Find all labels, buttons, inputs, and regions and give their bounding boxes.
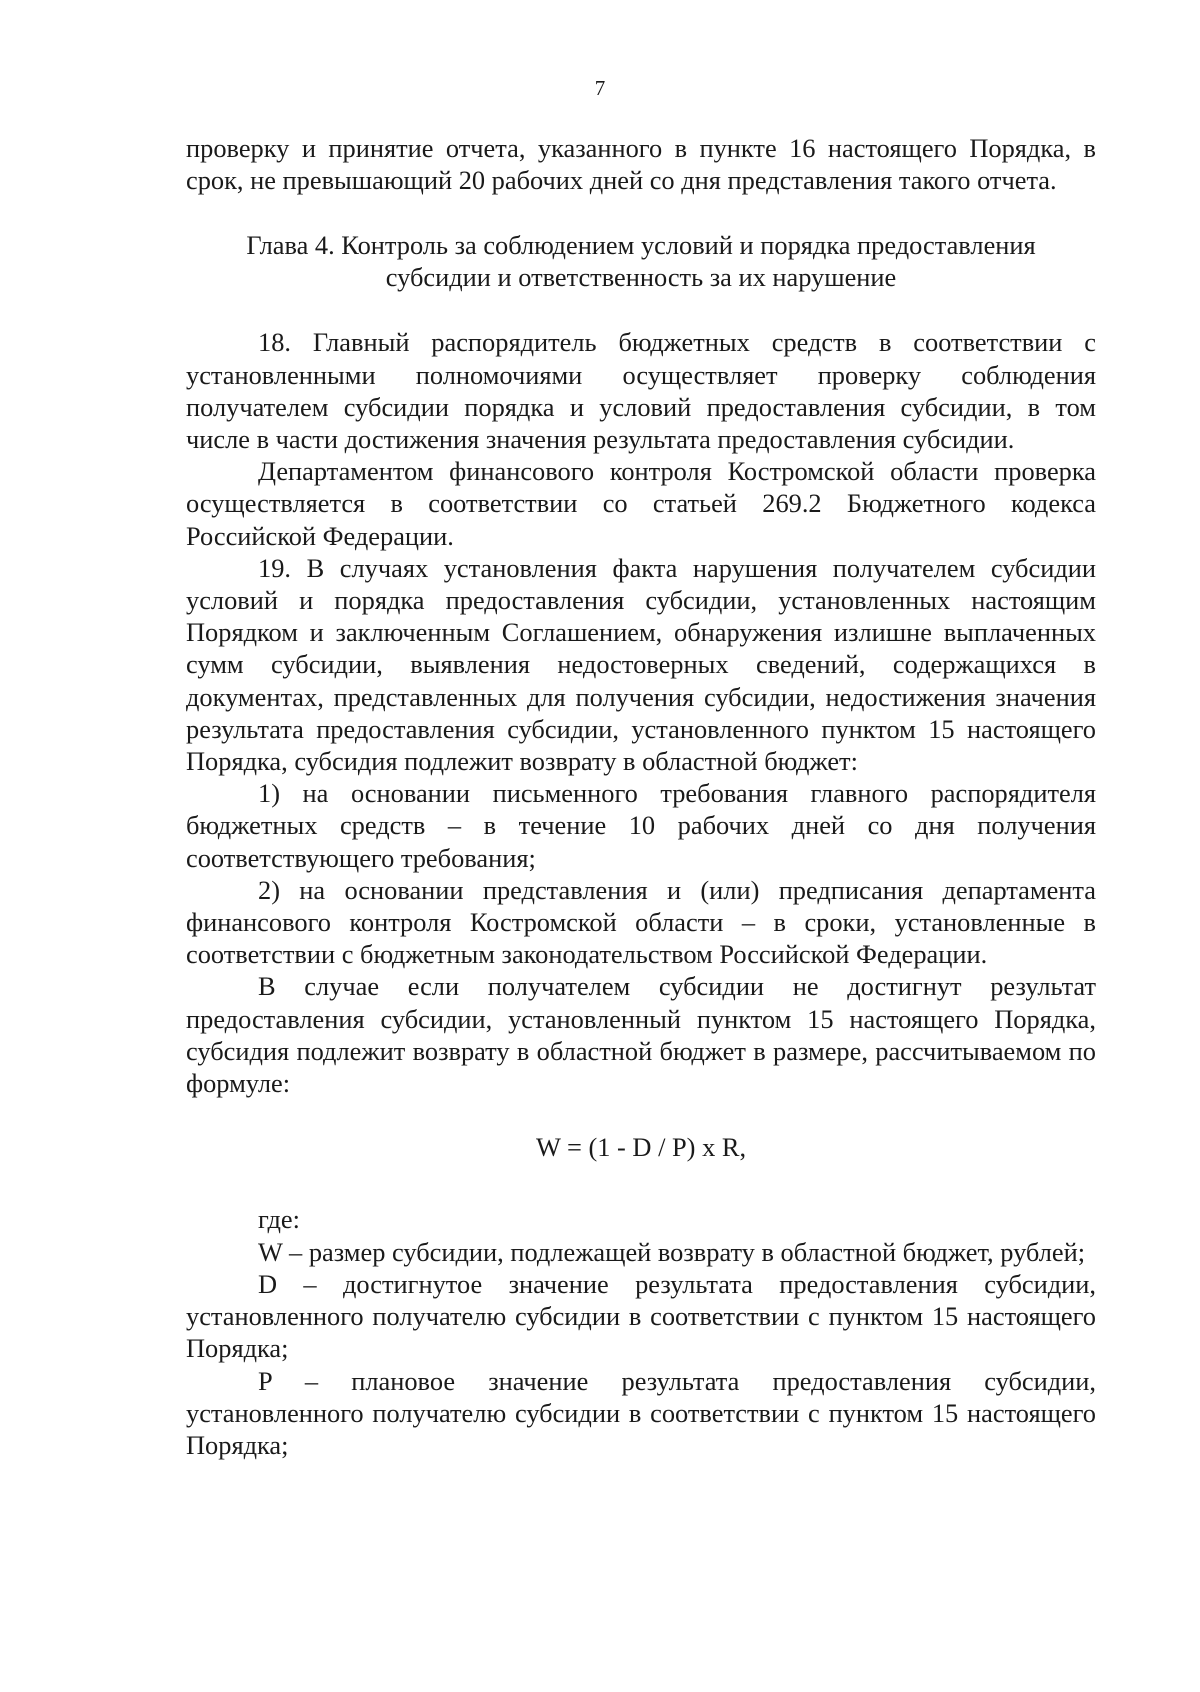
- formula: W = (1 - D / P) x R,: [535, 1132, 747, 1163]
- definition-p: P – плановое значение результата предоставления субсидии, установленного получателю субсидии в соответствии с пунктом 15 настоящего Порядка;: [186, 1365, 1096, 1460]
- chapter-heading-line-1: Глава 4. Контроль за соблюдением условий и порядка предоставления: [246, 230, 1036, 261]
- list-item-1: 1) на основании письменного требования главного распорядителя бюджетных средств – в течение 10 рабочих дней со дня получения соответствующего требования;: [186, 778, 1096, 873]
- paragraph-19: 19. В случаях установления факта нарушения получателем субсидии условий и порядка предоставления субсидии, установленных настоящим Порядком и заключенным Соглашением, обнаружения излишне выплаченных сумм субсидии, выявления недостоверных сведений, содержащихся в документах, представленных для получения субсидии, недостижения значения результата предоставления субсидии, установленного пунктом 15 настоящего Порядка, субсидия подлежит возврату в областной бюджет:: [186, 552, 1096, 777]
- paragraph-case: В случае если получателем субсидии не достигнут результат предоставления субсидии, установленный пунктом 15 настоящего Порядка, субсидия подлежит возврату в областной бюджет в размере, рассчитываемом по формуле:: [186, 971, 1096, 1099]
- paragraph-18-department: Департаментом финансового контроля Костромской области проверка осуществляется в соответствии со статьей 269.2 Бюджетного кодекса Российской Федерации.: [186, 456, 1096, 551]
- definition-d: D – достигнутое значение результата предоставления субсидии, установленного получателю субсидии в соответствии с пунктом 15 настоящего Порядка;: [186, 1268, 1096, 1364]
- where-label: где:: [258, 1204, 300, 1235]
- list-item-2: 2) на основании представления и (или) предписания департамента финансового контроля Костромской области – в сроки, установленные в соответствии с бюджетным законодательством Российской Федерации.: [186, 874, 1096, 970]
- page-number: 7: [594, 76, 606, 100]
- document-body: [186, 132, 1096, 1461]
- definition-w: W – размер субсидии, подлежащей возврату в областной бюджет, рублей;: [258, 1236, 1086, 1267]
- paragraph-18: 18. Главный распорядитель бюджетных средств в соответствии с установленными полномочиями осуществляет проверку соблюдения получателем субсидии порядка и условий предоставления субсидии, в том числе в части достижения значения результата предоставления субсидии.: [186, 327, 1096, 455]
- intro-paragraph: проверку и принятие отчета, указанного в пункте 16 настоящего Порядка, в срок, не превышающий 20 рабочих дней со дня представления такого отчета.: [186, 133, 1096, 196]
- spacer: [186, 1163, 1096, 1203]
- spacer: [186, 1099, 1096, 1131]
- spacer: [186, 196, 1096, 229]
- spacer: [186, 293, 1096, 326]
- chapter-heading-line-2: субсидии и ответственность за их нарушение: [385, 262, 897, 293]
